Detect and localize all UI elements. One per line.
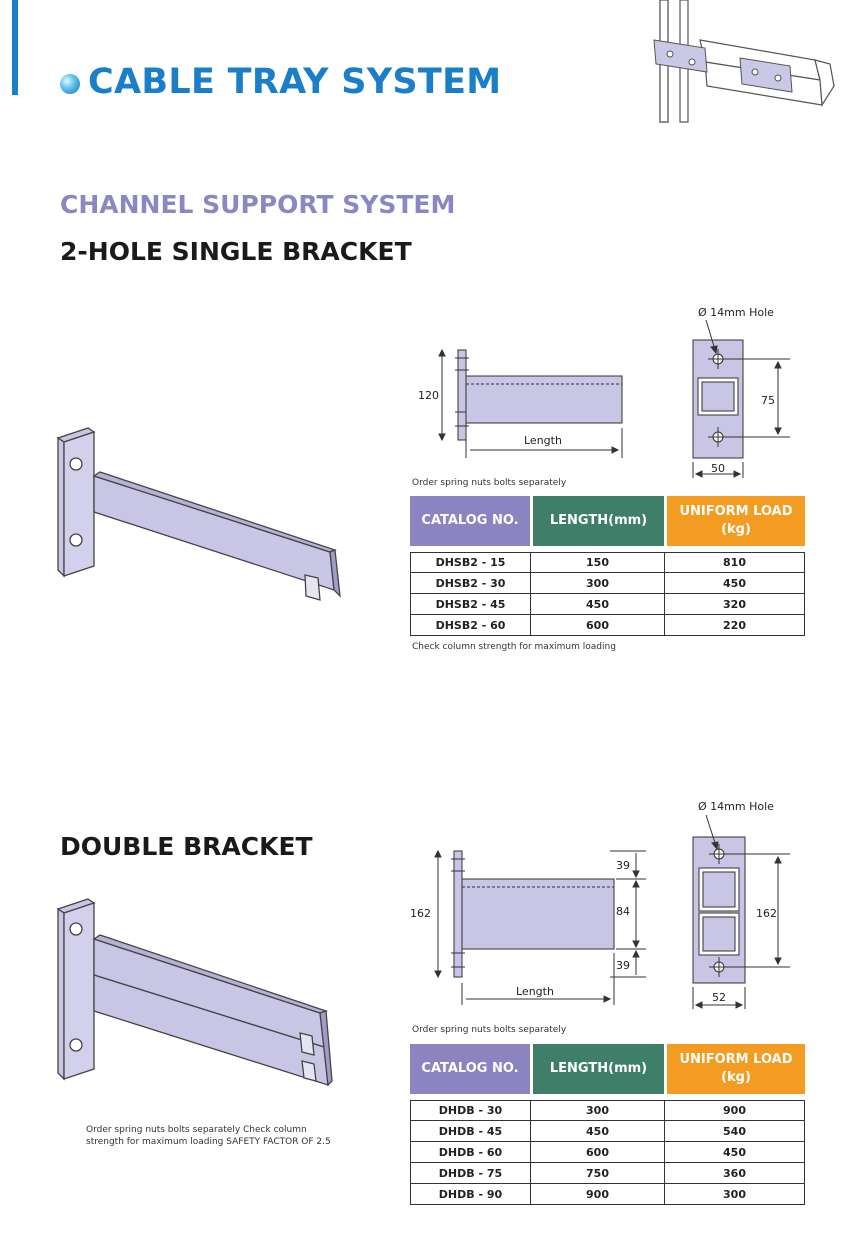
catalog-cell: DHDB - 75	[410, 1163, 530, 1184]
table-row	[410, 573, 805, 594]
table-row	[410, 615, 805, 636]
table-row	[410, 552, 805, 573]
load-cell: 450	[664, 573, 805, 594]
table-header-catalog: CATALOG NO.	[410, 496, 530, 546]
double-bracket-side-drawing	[410, 845, 660, 1005]
channel-assembly-illustration	[640, 0, 840, 130]
double-note-left: Order spring nuts bolts separately Check column strength for maximum loading SAFETY FACTOR OF 2.5	[86, 1125, 331, 1147]
length-cell: 600	[530, 615, 664, 636]
length-cell: 300	[530, 1100, 664, 1121]
length-cell: 450	[530, 594, 664, 615]
double-bracket-illustration	[50, 895, 340, 1095]
load-cell: 900	[664, 1100, 805, 1121]
length-cell: 600	[530, 1142, 664, 1163]
load-cell: 540	[664, 1121, 805, 1142]
catalog-cell: DHSB2 - 15	[410, 552, 530, 573]
single-note-above: Order spring nuts bolts separately	[412, 478, 567, 488]
table-row	[410, 1142, 805, 1163]
single-width-label: 50	[711, 462, 725, 475]
length-cell: 450	[530, 1121, 664, 1142]
double-width-label: 52	[712, 991, 726, 1004]
load-cell: 320	[664, 594, 805, 615]
load-cell: 220	[664, 615, 805, 636]
catalog-cell: DHSB2 - 45	[410, 594, 530, 615]
catalog-cell: DHDB - 45	[410, 1121, 530, 1142]
table-header-load: UNIFORM LOAD (kg)	[667, 1044, 805, 1094]
load-cell: 450	[664, 1142, 805, 1163]
table-row	[410, 1100, 805, 1121]
load-cell: 360	[664, 1163, 805, 1184]
single-bracket-illustration	[50, 420, 350, 620]
table-row	[410, 1184, 805, 1205]
table-row	[410, 1163, 805, 1184]
load-cell: 300	[664, 1184, 805, 1205]
single-pitch-label: 75	[761, 394, 775, 407]
table-header-catalog: CATALOG NO.	[410, 1044, 530, 1094]
single-hole-label: Ø 14mm Hole	[698, 306, 774, 319]
length-cell: 900	[530, 1184, 664, 1205]
globe-bullet-icon	[60, 74, 80, 94]
double-height-label: 162	[410, 907, 431, 920]
double-bracket-front-drawing	[680, 795, 810, 1015]
double-mid-label: 84	[616, 905, 630, 918]
section-title: CHANNEL SUPPORT SYSTEM	[60, 190, 456, 219]
single-bracket-title: 2-HOLE SINGLE BRACKET	[60, 237, 412, 266]
single-spec-table	[410, 496, 805, 636]
single-bracket-front-drawing	[680, 300, 810, 480]
catalog-cell: DHDB - 90	[410, 1184, 530, 1205]
double-bracket-title: DOUBLE BRACKET	[60, 832, 313, 861]
single-bracket-side-drawing	[410, 340, 640, 465]
double-bottom-label: 39	[616, 959, 630, 972]
catalog-cell: DHSB2 - 60	[410, 615, 530, 636]
catalog-cell: DHDB - 60	[410, 1142, 530, 1163]
table-header-load: UNIFORM LOAD (kg)	[667, 496, 805, 546]
page-title: CABLE TRAY SYSTEM	[88, 62, 502, 102]
double-pitch-label: 162	[756, 907, 777, 920]
table-row	[410, 594, 805, 615]
length-cell: 150	[530, 552, 664, 573]
double-note-above: Order spring nuts bolts separately	[412, 1025, 567, 1035]
table-row	[410, 1121, 805, 1142]
table-header-length: LENGTH(mm)	[533, 496, 664, 546]
single-length-label: Length	[524, 434, 562, 447]
catalog-cell: DHDB - 30	[410, 1100, 530, 1121]
load-cell: 810	[664, 552, 805, 573]
header-accent-bar	[12, 0, 18, 95]
single-height-label: 120	[418, 389, 439, 402]
double-length-label: Length	[516, 985, 554, 998]
length-cell: 750	[530, 1163, 664, 1184]
double-hole-label: Ø 14mm Hole	[698, 800, 774, 813]
double-spec-table	[410, 1044, 805, 1205]
length-cell: 300	[530, 573, 664, 594]
double-top-label: 39	[616, 859, 630, 872]
single-note-below: Check column strength for maximum loading	[412, 642, 616, 652]
table-header-length: LENGTH(mm)	[533, 1044, 664, 1094]
catalog-cell: DHSB2 - 30	[410, 573, 530, 594]
